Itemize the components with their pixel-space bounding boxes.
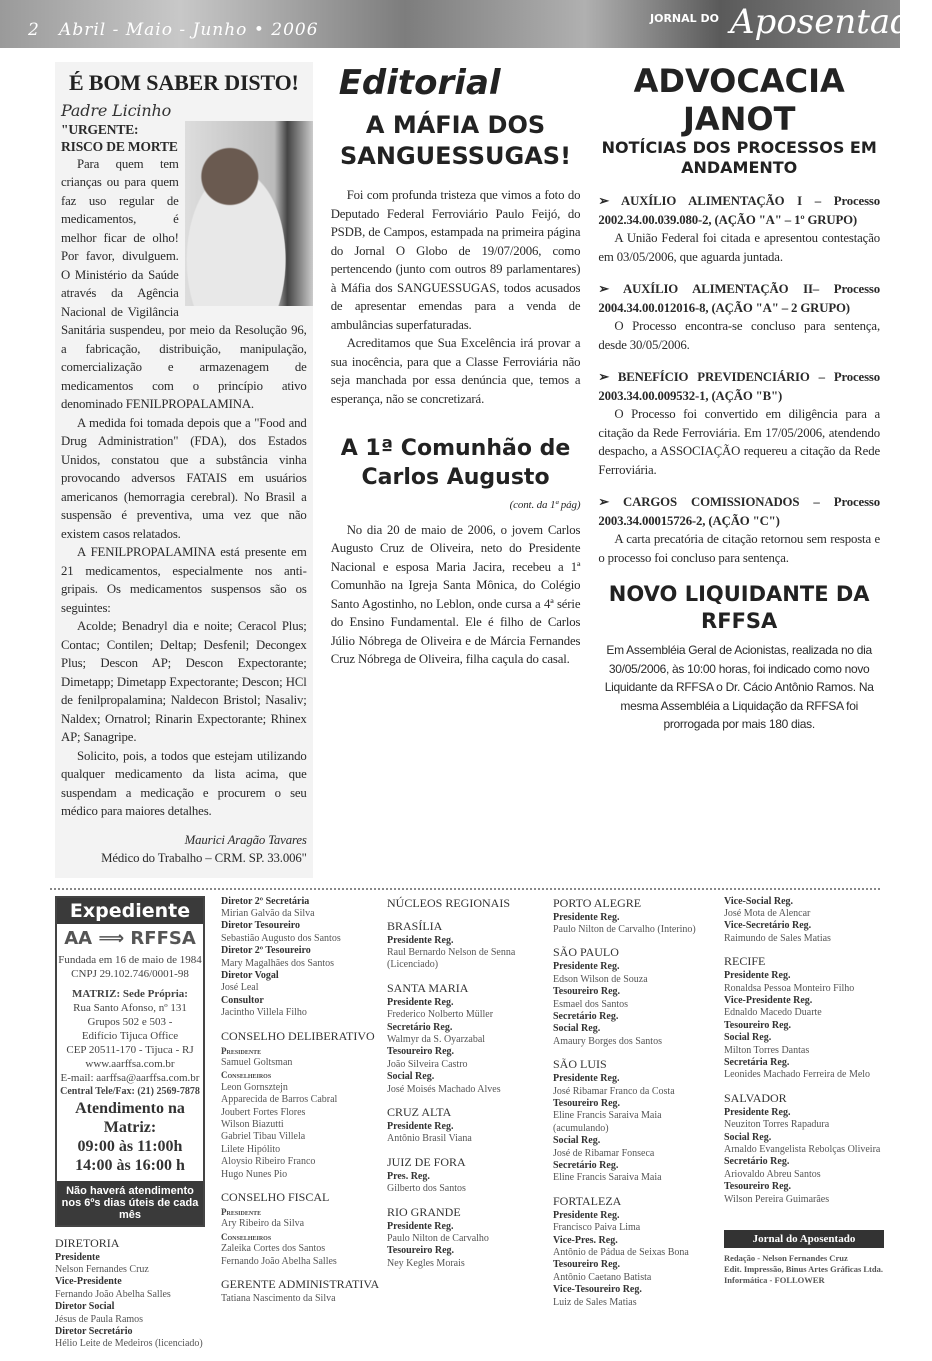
- person-name: José Moisés Machado Alves: [387, 1083, 501, 1095]
- section-title: CONSELHO DELIBERATIVO: [221, 1028, 375, 1043]
- paragraph: Foi com profunda tristeza que vimos a foto do Deputado Federal Ferroviário Paulo Feijó, do PSDB, de Campos, estampada na primeira página do Jornal O Globo de 19/07/2006, como pertencendo (junto com outros 89 parlamentares) à Máfia dos SANGUESSUGAS, todos acusados de apresentar emendas para a venda de ambulâncias superfaturadas.: [330, 188, 581, 332]
- person-name: José Ribamar Franco da Costa: [553, 1085, 675, 1097]
- role-label: Conselheiros: [221, 1231, 272, 1242]
- person-name: Paulo Nilton de Carvalho: [387, 1233, 489, 1244]
- city-title: FORTALEZA: [553, 1193, 622, 1208]
- nucleos-col3: [724, 896, 884, 1287]
- expediente-box: [55, 896, 205, 1227]
- person-name: Ronaldsa Pessoa Monteiro Filho: [724, 982, 855, 994]
- person-name: Francisco Paiva Lima: [553, 1222, 641, 1234]
- role-label: Tesoureiro Reg.: [387, 1046, 455, 1058]
- advocacia-subtitle: NOTÍCIAS DOS PROCESSOS EM ANDAMENTO: [601, 138, 877, 177]
- person-name: Eline Francis Saraiva Maia (acumulando): [553, 1110, 662, 1134]
- role-label: Presidente Reg.: [724, 970, 791, 982]
- hours-title: Atendimento na Matriz:: [75, 1099, 185, 1136]
- person-name: Nelson Fernandes Cruz: [55, 1263, 149, 1275]
- person-name: Lilete Hipólito: [221, 1143, 281, 1155]
- person-name: Samuel Goltsman: [221, 1056, 293, 1068]
- process-body: O Processo foi convertido em diligência para a citação da Rede Ferroviária. Em 17/05/2006, atendendo despacho, a ASSOCIAÇÃO requereu a citação da Rede Ferroviária.: [598, 407, 880, 477]
- person-name: Hélio Leite de Medeiros (licenciado): [55, 1338, 203, 1350]
- process-body: A carta precatória de citação retornou sem resposta e o processo foi concluso para sentença.: [598, 532, 880, 565]
- person-name: Hugo Nunes Pio: [221, 1168, 288, 1180]
- person-name: Antônio de Pádua de Seixas Bona: [553, 1247, 689, 1259]
- role-label: Social Reg.: [553, 1023, 601, 1035]
- credit-line: Edit. Impressão, Binus Artes Gráficas Ltda.: [724, 1264, 883, 1275]
- person-name: Wilson Pereira Guimarães: [724, 1193, 830, 1205]
- role-label: Presidente Reg.: [553, 1209, 620, 1221]
- brand-small: JORNAL DO: [650, 12, 719, 25]
- notice: Não haverá atendimento nos 6ºs dias úteis de cada mês: [57, 1181, 203, 1225]
- process-item: [598, 493, 880, 567]
- advocacia-title: ADVOCACIA JANOT: [633, 62, 845, 138]
- role-label: Presidente Reg.: [387, 934, 454, 946]
- expediente-title: Expediente: [57, 898, 203, 924]
- person-name: Ary Ribeiro da Silva: [221, 1218, 305, 1230]
- city-title: PORTO ALEGRE: [553, 895, 642, 910]
- role-label: Presidente Reg.: [387, 1220, 454, 1232]
- person-name: Antônio Caetano Batista: [553, 1271, 652, 1283]
- city-title: SANTA MARIA: [387, 980, 469, 995]
- role-label: Presidente Reg.: [387, 1120, 454, 1132]
- person-name: Leonides Machado Ferreira de Melo: [724, 1069, 871, 1081]
- role-label: Vice-Tesoureiro Reg.: [553, 1284, 642, 1296]
- cnpj: CNPJ 29.102.746/0001-98: [71, 967, 189, 980]
- role-label: Secretário Reg.: [387, 1021, 453, 1033]
- credit-line: Informática - FOLLOWER: [724, 1275, 825, 1286]
- liquidante-title: NOVO LIQUIDANTE DA RFFSA: [608, 582, 870, 633]
- role-label: Diretor 2º Secretária: [221, 895, 310, 907]
- role-label: Tesoureiro Reg.: [553, 1097, 621, 1109]
- section-title: NÚCLEOS REGIONAIS: [387, 895, 510, 910]
- paragraph: Acolde; Benadryl dia e noite; Ceracol Plus; Contac; Contilen; Deltap; Desfenil; Decongex Plus; Descon AP; Descon Expectorante; Dimetapp; Dimetapp Expectorante; Descon; HCl de fenilpropalamina; Naldecon Bristol; Nasaliv; Naldex; Ornatrol; Rinarin Expectorante; Rhinex AP; Sanagripe.: [61, 619, 307, 744]
- role-label: Social Reg.: [387, 1071, 435, 1083]
- role-label: Vice-Presidente: [55, 1276, 122, 1288]
- article-title: É BOM SABER DISTO!: [68, 70, 299, 95]
- comunhao-title: A 1ª Comunhão de Carlos Augusto: [340, 436, 571, 490]
- person-name: Aloysio Ribeiro Franco: [221, 1156, 316, 1168]
- top-section: [0, 48, 900, 878]
- signature-role: Médico do Trabalho – CRM. SP. 33.006": [101, 851, 307, 865]
- role-label: Consultor: [221, 994, 264, 1006]
- process-heading: ➢ AUXÍLIO ALIMENTAÇÃO I – Processo 2002.34.00.039.080-2, (AÇÃO "A" – 1º GRUPO): [598, 194, 880, 227]
- person-name: Ariovaldo Abreu Santos: [724, 1168, 821, 1180]
- person-name: Ednaldo Macedo Duarte: [724, 1007, 822, 1019]
- role-label: Vice-Presidente Reg.: [724, 994, 813, 1006]
- role-label: Diretor Secretário: [55, 1325, 133, 1337]
- role-label: Secretário Reg.: [553, 1160, 619, 1171]
- role-label: Conselheiros: [221, 1070, 272, 1081]
- person-name: Walmyr da S. Oyarzabal: [387, 1033, 486, 1045]
- jornal-title: Jornal do Aposentado: [724, 1230, 884, 1248]
- bottom-section: [0, 890, 900, 1361]
- role-label: Presidente Reg.: [553, 961, 620, 973]
- paragraph: Acreditamos que Sua Excelência irá provar a sua inocência, para que a Classe Ferroviária não seja manchada por essa denúncia que, temos a esperança, não se concretizará.: [330, 336, 581, 406]
- role-label: Social Reg.: [724, 1032, 772, 1044]
- issue-date: [28, 20, 319, 40]
- process-item: [598, 368, 880, 479]
- role-label: Presidente: [221, 1207, 262, 1218]
- person-name: Milton Torres Dantas: [724, 1044, 810, 1056]
- website-link[interactable]: www.aarffsa.com.br: [85, 1057, 175, 1070]
- paragraph: No dia 20 de maio de 2006, o jovem Carlos Augusto Cruz de Oliveira, neto do Presidente Nacional e esposa Maria Jacira, recebeu a 1ª Comunhão na Igreja Santa Mônica, do Colégio Santo Agostinho, no Leblon, onde cursa a 4ª série do Ensino Fundamental. Ele é filho de Carlos Júlio Nóbrega de Oliveira e de Márcia Fernandes Cruz Nóbrega de Oliveira, filha caçula do casal.: [330, 522, 581, 666]
- paragraph: Solicito, pois, a todos que estejam utilizando qualquer medicamento da lista acima, que suspendam a medicação e procurem o seu médico para maiores detalhes.: [61, 748, 307, 818]
- person-name: Wilson Biazutti: [221, 1119, 284, 1130]
- person-name: Antônio Brasil Viana: [387, 1133, 472, 1145]
- city-title: SÃO LUIS: [553, 1057, 607, 1072]
- role-label: Tesoureiro Reg.: [553, 1259, 621, 1271]
- column-editorial: [331, 62, 581, 669]
- paragraph: A FENILPROPALAMINA está presente em 21 medicamentos, especialmente nos anti-gripais. Os medicamentos suspensos são os seguintes:: [61, 545, 307, 615]
- subtitle: "URGENTE: RISCO DE MORTE: [61, 121, 178, 154]
- credit-line: Redação - Nelson Fernandes Cruz: [724, 1253, 848, 1264]
- role-label: Secretário Reg.: [553, 1010, 619, 1022]
- person-name: Leon Gornsztejn: [221, 1081, 288, 1093]
- person-name: Jésus de Paula Ramos: [55, 1313, 144, 1325]
- role-label: Presidente Reg.: [387, 996, 454, 1008]
- address-line: CEP 20511-170 - Tijuca - RJ: [66, 1043, 194, 1056]
- role-label: Secretária Reg.: [724, 1056, 790, 1068]
- city-title: CRUZ ALTA: [387, 1104, 452, 1119]
- diretoria: [55, 1236, 215, 1351]
- city-title: BRASÍLIA: [387, 918, 443, 933]
- phone: Central Tele/Fax: (21) 2569-7878: [60, 1085, 200, 1097]
- aarffsa-logo: AA ⟹ RFFSA: [64, 927, 196, 949]
- city-title: SÃO PAULO: [553, 945, 619, 960]
- role-label: Presidente Reg.: [553, 911, 620, 923]
- role-label: Pres. Reg.: [387, 1170, 430, 1182]
- founded: Fundada em 16 de maio de 1984: [58, 953, 202, 966]
- paragraph: A medida foi tomada depois que a "Food and Drug Administration" (FDA), dos Estados Unidos, constatou que a substância vinha provocando adversos FATAIS em usuários americanos (hemorragia cerebral). No Brasil a suspensão é preventiva, uma vez que não existem casos relatados.: [61, 415, 307, 541]
- signature-name: Maurici Aragão Tavares: [184, 832, 307, 847]
- person-name: Raul Bernardo Nelson de Senna (Licenciado): [387, 946, 516, 971]
- process-item: [598, 280, 880, 354]
- address-line: Grupos 502 e 503 -: [87, 1015, 173, 1028]
- person-name: Amaury Borges dos Santos: [553, 1035, 662, 1047]
- city-title: RECIFE: [724, 954, 766, 969]
- role-label: Tesoureiro Reg.: [553, 986, 621, 998]
- nucleos-col1: [387, 896, 547, 1271]
- role-label: Diretor Social: [55, 1301, 115, 1313]
- person-name: Ney Kegles Morais: [387, 1257, 465, 1269]
- nucleos-col2: [553, 896, 718, 1310]
- section-label: Editorial: [338, 63, 501, 103]
- person-name: José de Ribamar Fonseca: [553, 1147, 655, 1159]
- person-name: Sebastião Augusto dos Santos: [221, 932, 341, 944]
- person-name: Zaleika Cortes dos Santos: [221, 1243, 326, 1255]
- section-title: DIRETORIA: [55, 1235, 120, 1250]
- role-label: Presidente: [55, 1251, 100, 1263]
- author-photo: [185, 121, 313, 306]
- city-title: JUIZ DE FORA: [387, 1154, 466, 1169]
- conselhos: [221, 896, 381, 1306]
- paragraph: Para quem tem crianças ou para quem faz uso regular de medicamentos, é melhor ficar de olho! Por favor, divulguem. O Ministério da Saúde através da Agência Nacional de Vigilância Sanitária suspendeu, por meio da Resolução 96, a fabricação, distribuição, manipulação, comercialização e armazenagem de medicamentos com o princípio ativo denominado FENILPROPALAMINA.: [61, 156, 307, 411]
- page-number: 2: [28, 20, 40, 40]
- person-name: Joubert Fortes Flores: [221, 1106, 306, 1118]
- process-heading: ➢ CARGOS COMISSIONADOS – Processo 2003.34.00015726-2, (AÇÃO "C"): [598, 495, 880, 528]
- person-name: Edson Wilson de Souza: [553, 973, 648, 985]
- role-label: Tesoureiro Reg.: [387, 1245, 455, 1257]
- person-name: Mary Magalhães dos Santos: [221, 957, 335, 969]
- person-name: Raimundo de Sales Matias: [724, 932, 831, 944]
- role-label: Diretor Tesoureiro: [221, 920, 300, 932]
- matriz: MATRIZ: Sede Própria:: [72, 987, 188, 1000]
- person-name: Gilberto dos Santos: [387, 1183, 466, 1195]
- process-body: O Processo encontra-se concluso para sentença, desde 30/05/2006.: [598, 319, 880, 352]
- person-name: Neuziton Torres Rapadura: [724, 1119, 830, 1131]
- address-line: Edifício Tijuca Office: [81, 1029, 179, 1042]
- role-label: Presidente Reg.: [553, 1073, 620, 1085]
- process-item: [598, 192, 880, 266]
- person-name: Arnaldo Evangelista Rebolças Oliveira: [724, 1144, 881, 1155]
- author: Padre Licinho: [61, 101, 172, 120]
- city-title: SALVADOR: [724, 1090, 787, 1105]
- person-name: Jacintho Villela Filho: [221, 1007, 307, 1019]
- role-label: Vice-Pres. Reg.: [553, 1234, 618, 1246]
- column-bom-saber: [55, 62, 313, 878]
- person-name: Paulo Nilton de Carvalho (Interino): [553, 923, 696, 935]
- masthead-banner: [0, 0, 932, 48]
- hours: 09:00 às 11:00h: [77, 1137, 183, 1155]
- continuation-note: (cont. da 1ª pág): [509, 499, 581, 511]
- person-name: Apparecida de Barros Cabral: [221, 1094, 338, 1106]
- hours: 14:00 às 16:00 h: [75, 1156, 185, 1174]
- person-name: Fernando João Abelha Salles: [221, 1255, 337, 1267]
- city-title: RIO GRANDE: [387, 1204, 461, 1219]
- role-label: Social Reg.: [553, 1135, 601, 1147]
- person-name: José Mota de Alencar: [724, 907, 811, 919]
- process-heading: ➢ AUXÍLIO ALIMENTAÇÃO II– Processo 2004.34.00.012016-8, (AÇÃO "A" – 2 GRUPO): [598, 282, 880, 315]
- liquidante-paragraph: Em Assembléia Geral de Acionistas, realizada no dia 30/05/2006, às 10:00 horas, foi indicado como novo Liquidante da RFFSA o Dr. Cácio Antônio Ramos. Na mesma Assembléia a Liquidação da RFFSA foi prorrogada por mais 180 dias.: [604, 643, 874, 731]
- role-label: Vice-Secretário Reg.: [724, 920, 812, 932]
- role-label: Presidente: [221, 1045, 262, 1056]
- role-label: Tesoureiro Reg.: [724, 1019, 792, 1031]
- role-label: Social Reg.: [724, 1131, 772, 1143]
- person-name: Frederico Nolberto Müller: [387, 1009, 494, 1021]
- role-label: Tesoureiro Reg.: [724, 1181, 792, 1193]
- email-link[interactable]: E-mail: aarffsa@aarffsa.com.br: [60, 1071, 200, 1084]
- role-label: Diretor 2º Tesoureiro: [221, 945, 311, 957]
- process-body: A União Federal foi citada e apresentou contestação em 03/05/2006, que aguarda juntada.: [598, 231, 880, 264]
- person-name: Tatiana Nascimento da Silva: [221, 1293, 336, 1305]
- person-name: José Leal: [221, 982, 259, 994]
- role-label: Secretário Reg.: [724, 1156, 790, 1168]
- brand-logo: Aposentado: [730, 2, 932, 42]
- role-label: Vice-Social Reg.: [724, 895, 794, 907]
- person-name: Esmael dos Santos: [553, 998, 628, 1010]
- person-name: Eline Francis Saraiva Maia: [553, 1172, 662, 1184]
- expediente-column: [55, 896, 215, 1351]
- role-label: Diretor Vogal: [221, 969, 279, 981]
- person-name: Mirian Galvão da Silva: [221, 907, 315, 919]
- role-label: Presidente Reg.: [724, 1106, 791, 1118]
- section-title: CONSELHO FISCAL: [221, 1190, 330, 1205]
- address-line: Rua Santo Afonso, nº 131: [73, 1001, 187, 1014]
- issue-period: Abril - Maio - Junho • 2006: [59, 20, 319, 40]
- column-advocacia: [598, 62, 880, 734]
- person-name: Gabriel Tibau Villela: [221, 1131, 306, 1143]
- person-name: Fernando João Abelha Salles: [55, 1288, 171, 1300]
- process-heading: ➢ BENEFÍCIO PREVIDENCIÁRIO – Processo 2003.34.00.009532-1, (AÇÃO "B"): [598, 370, 880, 403]
- section-title: GERENTE ADMINISTRATIVA: [221, 1277, 380, 1292]
- editorial-title: A MÁFIA DOS SANGUESSUGAS!: [340, 111, 572, 170]
- person-name: Luiz de Sales Matias: [553, 1296, 637, 1308]
- person-name: João Silveira Castro: [387, 1058, 468, 1070]
